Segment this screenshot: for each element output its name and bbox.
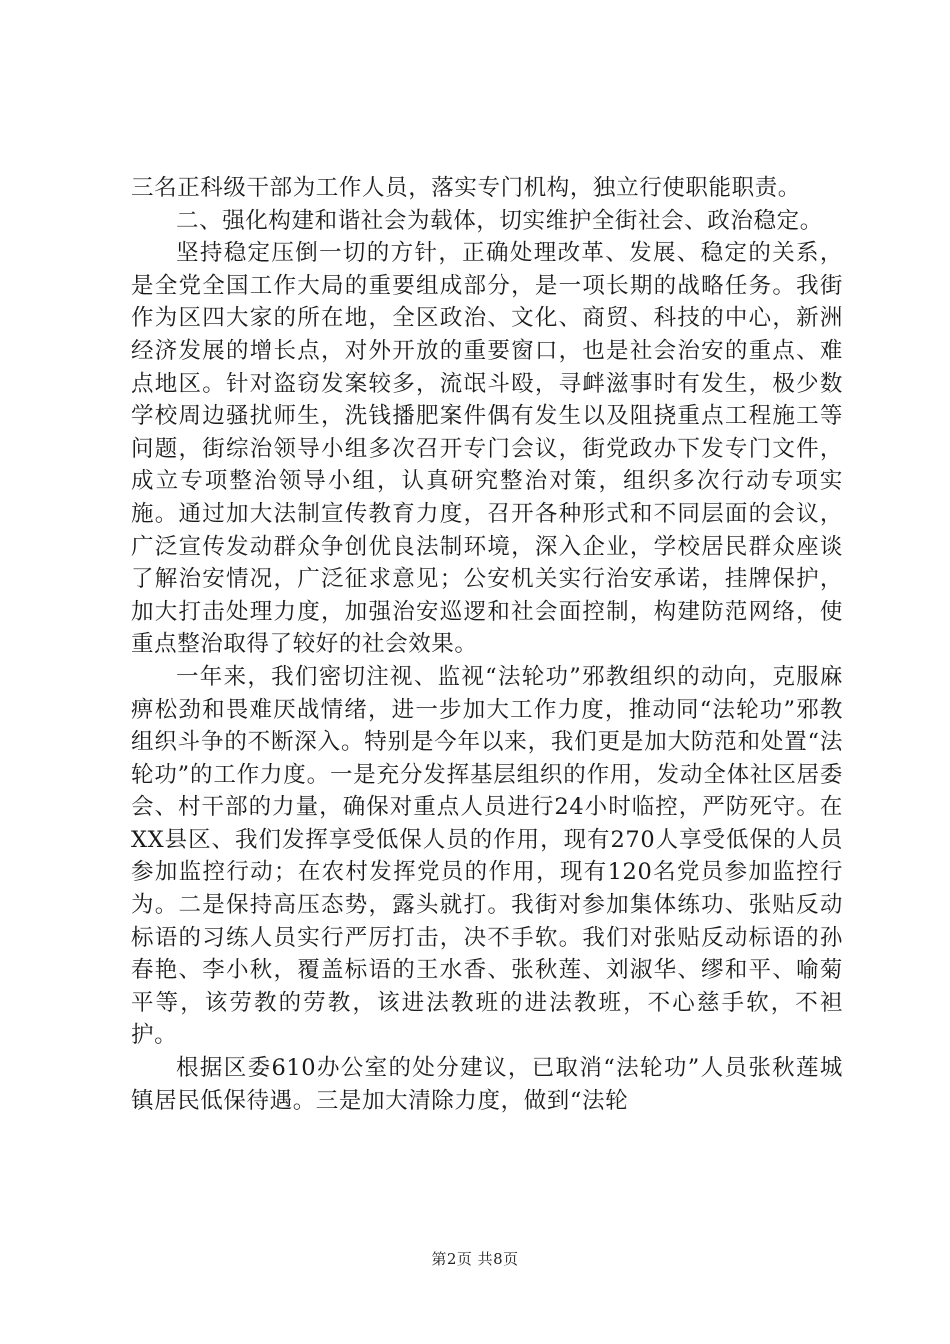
paragraph-recommendation: 根据区委610办公室的处分建议，已取消“法轮功”人员张秋莲城镇居民低保待遇。三是加大清除力度，做到“法轮	[131, 1055, 843, 1114]
page-footer: 第2页 共8页	[431, 1250, 519, 1268]
document-body	[131, 172, 843, 1117]
section-heading-two: 二、强化构建和谐社会为载体，切实维护全街社会、政治稳定。	[176, 207, 823, 234]
paragraph-stability: 坚持稳定压倒一切的方针，正确处理改革、发展、稳定的关系，是全党全国工作大局的重要组成部分，是一项长期的战略任务。我街作为区四大家的所在地，全区政治、文化、商贸、科技的中心，新洲经济发展的增长点，对外开放的重要窗口，也是社会治安的重点、难点地区。针对盗窃发案较多，流氓斗殴，寻衅滋事时有发生，极少数学校周边骚扰师生，洗钱播肥案件偶有发生以及阻挠重点工程施工等问题，街综治领导小组多次召开专门会议，街党政办下发专门文件，成立专项整治领导小组，认真研究整治对策，组织多次行动专项实施。通过加大法制宣传教育力度，召开各种形式和不同层面的会议，广泛宣传发动群众争创优良法制环境，深入企业，学校居民群众座谈了解治安情况，广泛征求意见；公安机关实行治安承诺，挂牌保护，加大打击处理力度，加强治安巡逻和社会面控制，构建防范网络，使重点整治取得了较好的社会效果。	[131, 240, 843, 658]
paragraph-continuation: 三名正科级干部为工作人员，落实专门机构，独立行使职能职责。	[131, 175, 801, 201]
paragraph-monitoring: 一年来，我们密切注视、监视“法轮功”邪教组织的动向，克服麻痹松劲和畏难厌战情绪，进一步加大工作力度，推动同“法轮功”邪教组织斗争的不断深入。特别是今年以来，我们更是加大防范和处置“法轮功”的工作力度。一是充分发挥基层组织的作用，发动全体社区居委会、村干部的力量，确保对重点人员进行24小时临控，严防死守。在XX县区、我们发挥享受低保人员的作用，现有270人享受低保的人员参加监控行动；在农村发挥党员的作用，现有120名党员参加监控行为。二是保持高压态势，露头就打。我街对参加集体练功、张贴反动标语的习练人员实行严厉打击，决不手软。我们对张贴反动标语的孙春艳、李小秋，覆盖标语的王水香、张秋莲、刘淑华、缪和平、喻菊平等，该劳教的劳教，该进法教班的进法教班，不心慈手软，不袒护。	[131, 663, 843, 1049]
